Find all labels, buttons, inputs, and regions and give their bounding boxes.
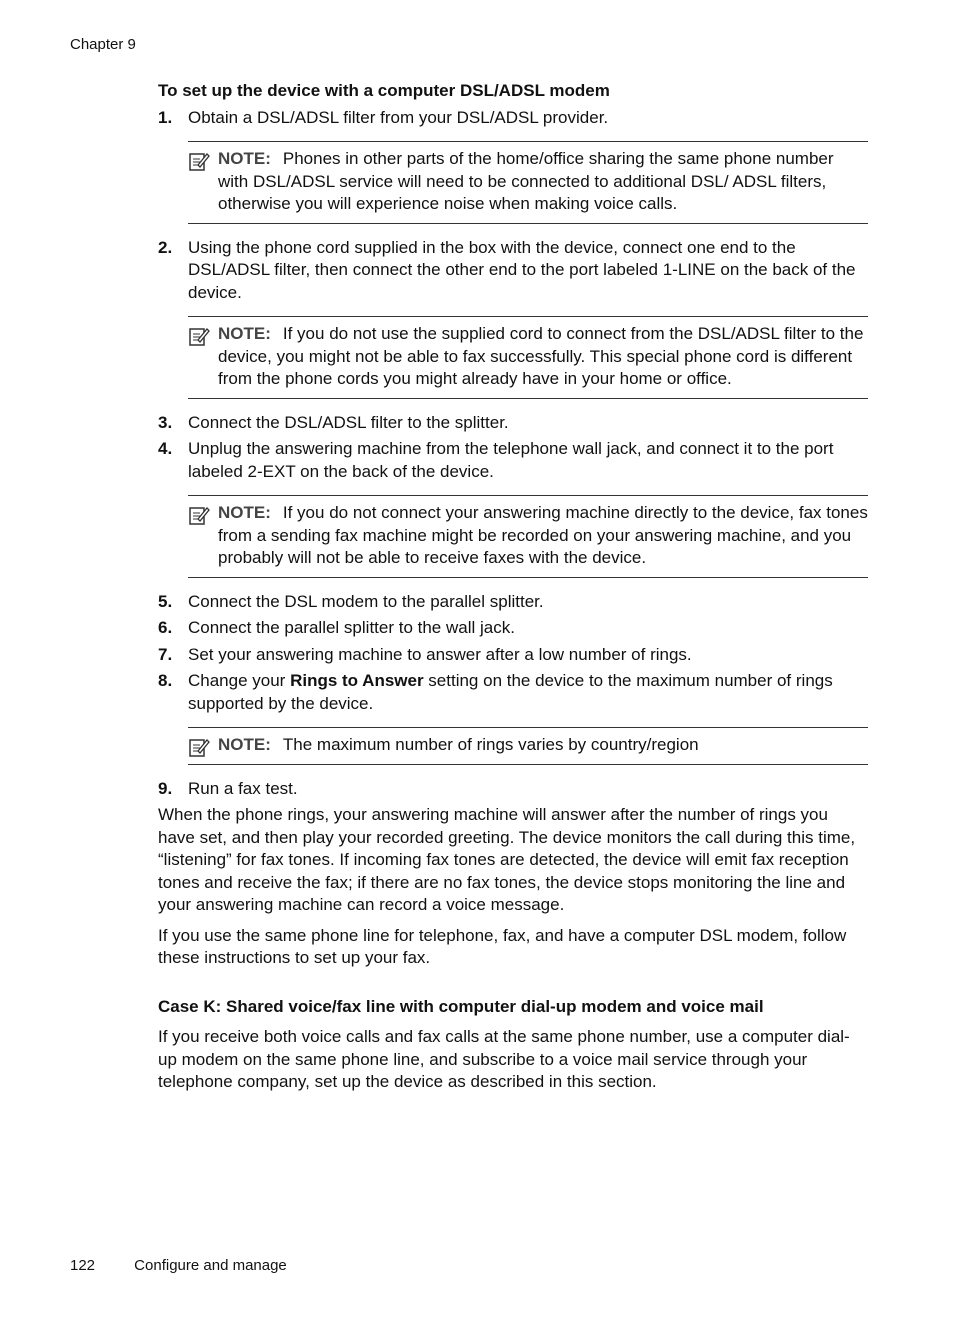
step-text: Using the phone cord supplied in the box with the device, connect one end to the DSL/ADSL filter, then connect the other end to the port labeled 1-LINE on the back of the device.: [188, 237, 856, 302]
step-2: [158, 237, 868, 305]
note-4: [188, 727, 868, 765]
case-k-paragraph: If you receive both voice calls and fax calls at the same phone number, use a computer dial-up modem on the same phone line, and subscribe to a voice mail service through your telephone company, set up the device as described in this section.: [158, 1027, 850, 1091]
step-number: 4.: [158, 439, 173, 458]
step-text: Run a fax test.: [188, 778, 298, 798]
rings-to-answer-term: Rings to Answer: [290, 671, 424, 690]
section-heading: To set up the device with a computer DSL/ADSL modem: [158, 81, 610, 100]
note-text: Phones in other parts of the home/office sharing the same phone number with DSL/ADSL service will need to be connected to additional DSL/ ADSL filters, otherwise you will experience noise when making voice calls.: [218, 149, 834, 213]
step-8: [158, 670, 868, 715]
note-text: If you do not use the supplied cord to connect from the DSL/ADSL filter to the device, you might not be able to fax successfully. This special phone cord is different from the phone cords you might already have in your home or office.: [218, 324, 864, 388]
note-3: [188, 495, 868, 578]
step-number: 9.: [158, 778, 173, 798]
paragraph-answering-machine: When the phone rings, your answering machine will answer after the number of rings you have set, and then play your recorded greeting. The device monitors the call during this time, “listening” for fax tones. If incoming fax tones are detected, the device will emit fax reception tones and receive the fax; if there are no fax tones, the device stops monitoring the line and your answering machine can record a voice message.: [158, 805, 856, 914]
step-number: 2.: [158, 237, 173, 257]
note-2: [188, 316, 868, 399]
note-text: If you do not connect your answering machine directly to the device, fax tones from a sending fax machine might be recorded on your answering machine, and you probably will not be able to receive faxes with the device.: [218, 503, 868, 567]
step-text-after: setting on the device to the maximum number of rings supported by the device.: [188, 671, 833, 713]
step-text: Connect the DSL/ADSL filter to the splitter.: [188, 412, 509, 432]
page-content: [158, 80, 868, 1102]
step-9: [158, 778, 868, 801]
steps-list: [158, 591, 868, 716]
step-number: 5.: [158, 591, 173, 611]
page-number: 122: [70, 1257, 96, 1274]
case-k-heading: Case K: Shared voice/fax line with computer dial-up modem and voice mail: [158, 996, 764, 1016]
step-5: [158, 591, 868, 614]
note-pencil-icon: [188, 504, 210, 526]
note-label: NOTE:: [218, 503, 271, 522]
paragraph-dsl-modem: If you use the same phone line for telephone, fax, and have a computer DSL modem, follow these instructions to set up your fax.: [158, 925, 847, 967]
steps-list: [158, 237, 868, 305]
step-6: [158, 617, 868, 640]
note-text: The maximum number of rings varies by country/region: [282, 735, 699, 754]
page-footer: [70, 1257, 287, 1274]
note-label: NOTE:: [218, 324, 271, 343]
step-text: Set your answering machine to answer after a low number of rings.: [188, 644, 692, 664]
note-1: [188, 141, 868, 224]
step-number: 6.: [158, 618, 173, 637]
chapter-header: Chapter 9: [70, 36, 136, 53]
step-text: Unplug the answering machine from the telephone wall jack, and connect it to the port labeled 2-EXT on the back of the device.: [188, 439, 834, 481]
step-text: Connect the parallel splitter to the wall jack.: [188, 618, 515, 637]
step-number: 8.: [158, 671, 173, 690]
step-number: 1.: [158, 107, 173, 127]
steps-list: [158, 778, 868, 801]
steps-list: [158, 107, 868, 130]
note-label: NOTE:: [218, 735, 271, 754]
step-7: [158, 644, 868, 667]
note-pencil-icon: [188, 736, 210, 758]
step-number: 7.: [158, 644, 173, 664]
note-pencil-icon: [188, 150, 210, 172]
step-text: Obtain a DSL/ADSL filter from your DSL/ADSL provider.: [188, 107, 609, 127]
note-label: NOTE:: [218, 149, 271, 168]
step-number: 3.: [158, 412, 173, 432]
step-1: [158, 107, 868, 130]
step-3: [158, 412, 868, 435]
step-text-before: Change your: [188, 671, 291, 690]
step-text: Connect the DSL modem to the parallel splitter.: [188, 591, 544, 611]
steps-list: [158, 412, 868, 484]
step-4: [158, 438, 868, 483]
footer-section: Configure and manage: [134, 1257, 287, 1274]
note-pencil-icon: [188, 325, 210, 347]
